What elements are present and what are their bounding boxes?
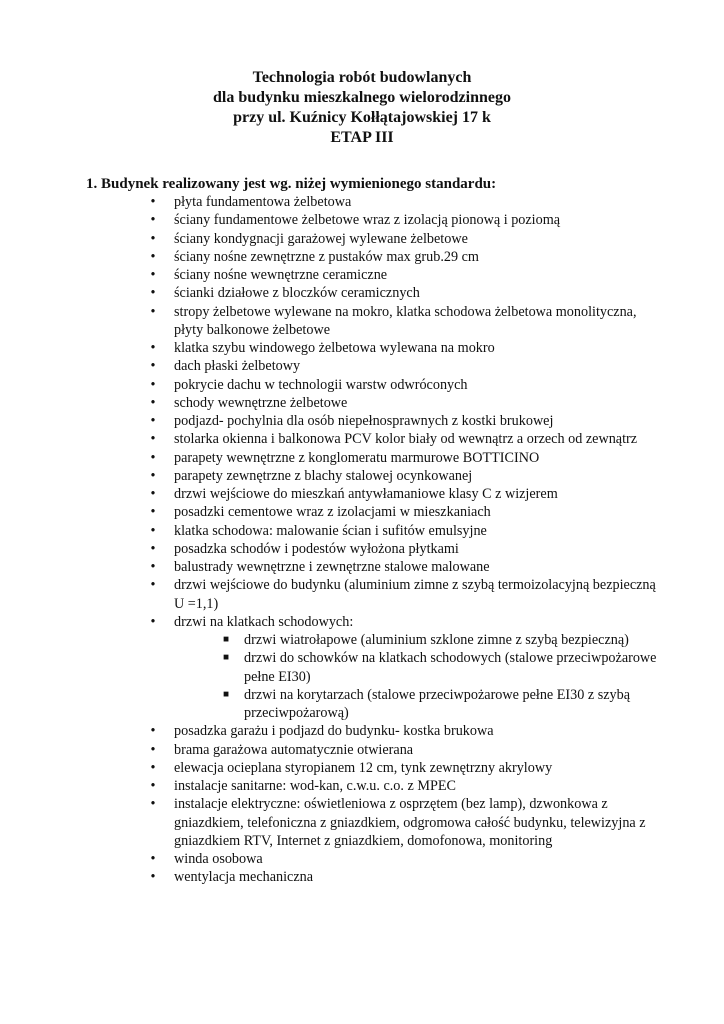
list-item-text: ściany nośne zewnętrzne z pustaków max grub.29 cm xyxy=(174,248,479,265)
list-item-text: instalacje sanitarne: wod-kan, c.w.u. c.o. z MPEC xyxy=(174,778,456,794)
list-item xyxy=(148,558,668,576)
bullet-icon: • xyxy=(150,577,156,594)
bullet-icon: • xyxy=(150,522,156,539)
list-item xyxy=(148,449,668,467)
list-item-text: parapety zewnętrzne z blachy stalowej ocynkowanej xyxy=(174,467,473,484)
list-item xyxy=(148,230,668,248)
list-item-text: posadzka garażu i podjazd do budynku- kostka brukowa xyxy=(174,723,494,740)
sublist-item xyxy=(174,686,668,723)
bullet-icon: • xyxy=(150,394,156,411)
list-item-text: schody wewnętrzne żelbetowe xyxy=(174,394,348,411)
bullet-icon: • xyxy=(150,851,156,867)
list-item xyxy=(148,357,668,375)
list-item-text: klatka szybu windowego żelbetowa wylewana na mokro xyxy=(174,340,495,356)
list-item xyxy=(148,193,668,211)
sublist-item xyxy=(174,649,668,686)
list-item xyxy=(148,722,668,740)
bullet-icon: • xyxy=(150,230,156,247)
list-item-text: drzwi na klatkach schodowych: xyxy=(174,613,354,630)
bullet-icon: • xyxy=(150,486,156,502)
list-item-text: balustrady wewnętrzne i zewnętrzne stalowe malowane xyxy=(174,559,490,575)
sublist-item-text: drzwi na korytarzach (stalowe przeciwpożarowe pełne EI30 z szybą przeciwpożarową) xyxy=(244,686,631,721)
list-item-text: drzwi wejściowe do mieszkań antywłamaniowe klasy C z wizjerem xyxy=(174,486,558,502)
title-line: dla budynku mieszkalnego wielorodzinnego xyxy=(213,89,511,106)
bullet-icon: • xyxy=(150,869,156,886)
bullet-icon: • xyxy=(150,540,156,557)
stairwell-doors-sublist xyxy=(174,631,668,722)
list-item xyxy=(148,741,668,759)
bullet-icon: • xyxy=(150,449,156,466)
list-item xyxy=(148,248,668,266)
list-item-text: stolarka okienna i balkonowa PCV kolor biały od wewnątrz a orzech od zewnątrz xyxy=(174,431,638,448)
list-item xyxy=(148,303,668,340)
bullet-icon: • xyxy=(150,358,156,375)
list-item-text: wentylacja mechaniczna xyxy=(174,869,314,886)
square-bullet-icon: ■ xyxy=(222,634,230,645)
bullet-icon: • xyxy=(150,413,156,429)
list-item xyxy=(148,394,668,412)
list-item xyxy=(148,850,668,868)
bullet-icon: • xyxy=(150,285,156,302)
list-item xyxy=(148,376,668,394)
list-item-text: stropy żelbetowe wylewane na mokro, klatka schodowa żelbetowa monolityczna, płyty balkonowe żelbetowe xyxy=(174,303,637,338)
list-item-text: parapety wewnętrzne z konglomeratu marmurowe BOTTICINO xyxy=(174,449,540,466)
section-heading: 1. Budynek realizowany jest wg. niżej wymienionego standardu: xyxy=(86,176,497,192)
bullet-icon: • xyxy=(150,796,156,813)
list-item xyxy=(148,412,668,430)
bullet-icon: • xyxy=(150,267,156,283)
bullet-icon: • xyxy=(150,559,156,575)
list-item-text: podjazd- pochylnia dla osób niepełnosprawnych z kostki brukowej xyxy=(174,413,554,429)
list-item xyxy=(148,266,668,284)
bullet-icon: • xyxy=(150,212,156,229)
bullet-icon: • xyxy=(150,778,156,794)
document-title xyxy=(0,68,724,148)
sublist-item xyxy=(174,631,668,649)
square-bullet-icon: ■ xyxy=(222,688,230,700)
list-item-text: ściany kondygnacji garażowej wylewane żelbetowe xyxy=(174,230,468,247)
list-item-text: drzwi wejściowe do budynku (aluminium zimne z szybą termoizolacyjną bezpieczną U =1,1) xyxy=(174,577,656,612)
list-item xyxy=(148,284,668,302)
list-item-text: dach płaski żelbetowy xyxy=(174,358,301,375)
list-item-text: brama garażowa automatycznie otwierana xyxy=(174,741,414,758)
list-item xyxy=(148,795,668,850)
list-item-text: posadzki cementowe wraz z izolacjami w mieszkaniach xyxy=(174,504,491,521)
list-item-text: instalacje elektryczne: oświetleniowa z osprzętem (bez lamp), dzwonkowa z gniazdkiem, telefoniczna z gniazdkiem, odgromowa całość budynku, telewizyjna z gniazdkiem RTV, Internet z gniazdkiem, domofonowa, monitoring xyxy=(174,796,646,849)
list-item xyxy=(148,485,668,503)
square-bullet-icon: ■ xyxy=(222,652,230,664)
bullet-icon: • xyxy=(150,340,156,356)
list-item xyxy=(148,868,668,886)
standard-list xyxy=(148,193,668,887)
list-item xyxy=(148,759,668,777)
list-item-text: płyta fundamentowa żelbetowa xyxy=(174,194,352,210)
list-item-text: elewacja ocieplana styropianem 12 cm, tynk zewnętrzny akrylowy xyxy=(174,759,553,776)
list-item xyxy=(148,522,668,540)
bullet-icon: • xyxy=(150,467,156,484)
bullet-icon: • xyxy=(150,613,156,630)
list-item xyxy=(148,211,668,229)
list-item xyxy=(148,467,668,485)
bullet-icon: • xyxy=(150,194,156,210)
bullet-icon: • xyxy=(150,248,156,265)
list-item-text: klatka schodowa: malowanie ścian i sufitów emulsyjne xyxy=(174,522,487,539)
title-line-stage: ETAP III xyxy=(330,129,394,146)
bullet-icon: • xyxy=(150,303,156,320)
list-item-text: posadzka schodów i podestów wyłożona płytkami xyxy=(174,540,459,557)
list-item xyxy=(148,777,668,795)
title-line: Technologia robót budowlanych xyxy=(252,69,472,86)
list-item-text: ściany nośne wewnętrzne ceramiczne xyxy=(174,267,388,283)
list-item-text: ściany fundamentowe żelbetowe wraz z izolacją pionową i poziomą xyxy=(174,212,561,229)
list-item xyxy=(148,540,668,558)
bullet-icon: • xyxy=(150,723,156,740)
list-item xyxy=(148,576,668,613)
bullet-icon: • xyxy=(150,431,156,448)
list-item xyxy=(148,339,668,357)
list-item-text: winda osobowa xyxy=(174,851,263,867)
bullet-icon: • xyxy=(150,376,156,393)
title-line: przy ul. Kuźnicy Kołłątajowskiej 17 k xyxy=(233,109,491,126)
list-item-text: pokrycie dachu w technologii warstw odwróconych xyxy=(174,376,468,393)
bullet-icon: • xyxy=(150,759,156,776)
list-item xyxy=(148,503,668,521)
list-item xyxy=(148,430,668,448)
bullet-icon: • xyxy=(150,504,156,521)
sublist-item-text: drzwi wiatrołapowe (aluminium szklone zimne z szybą bezpieczną) xyxy=(244,632,629,648)
list-item-stairwell-doors xyxy=(148,613,668,723)
bullet-icon: • xyxy=(150,741,156,758)
list-item-text: ścianki działowe z bloczków ceramicznych xyxy=(174,285,420,302)
sublist-item-text: drzwi do schowków na klatkach schodowych (stalowe przeciwpożarowe pełne EI30) xyxy=(244,650,657,685)
